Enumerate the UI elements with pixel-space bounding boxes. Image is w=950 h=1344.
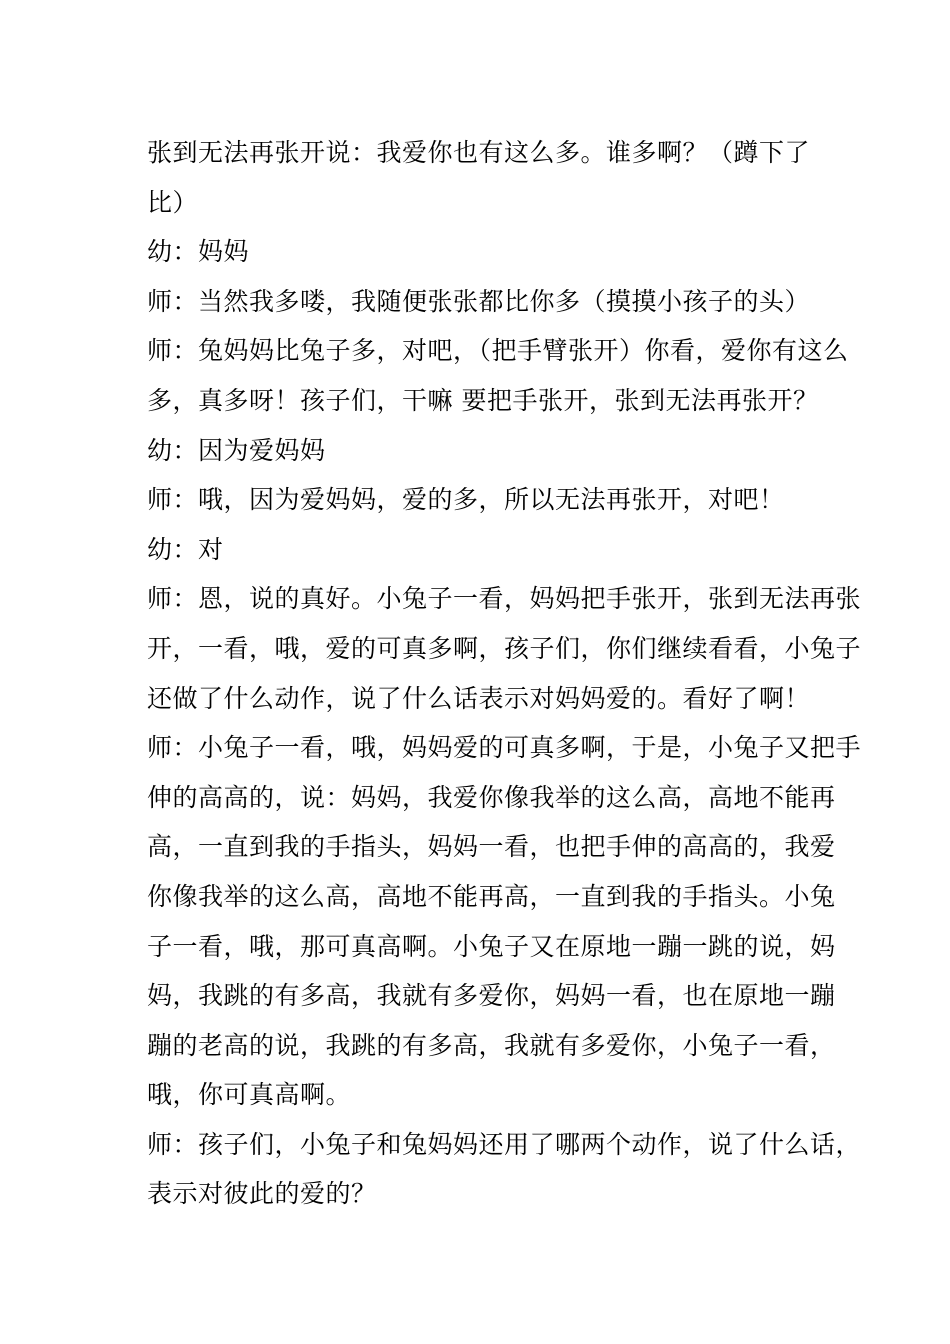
text-line: 高，一直到我的手指头，妈妈一看，也把手伸的高高的，我爱 [147, 832, 836, 862]
text-line: 比） [147, 187, 199, 217]
text-line: 师：孩子们，小兔子和兔妈妈还用了哪两个动作，说了什么话， [147, 1129, 862, 1159]
text-line: 哦，你可真高啊。 [147, 1080, 352, 1110]
text-line: 张到无法再张开说：我爱你也有这么多。谁多啊？（蹲下了 [147, 138, 811, 167]
text-line: 师：当然我多喽，我随便张张都比你多（摸摸小孩子的头） [147, 286, 811, 316]
text-line: 师：哦，因为爱妈妈，爱的多，所以无法再张开，对吧！ [147, 485, 785, 515]
text-line: 子一看，哦，那可真高啊。小兔子又在原地一蹦一跳的说，妈 [147, 931, 836, 961]
text-line: 师：小兔子一看，哦，妈妈爱的可真多啊，于是，小兔子又把手 [147, 733, 862, 763]
text-line: 幼：因为爱妈妈 [147, 435, 326, 465]
text-line: 还做了什么动作，说了什么话表示对妈妈爱的。看好了啊！ [147, 683, 811, 713]
text-line: 伸的高高的，说：妈妈，我爱你像我举的这么高，高地不能再 [147, 782, 836, 812]
text-line: 多，真多呀！孩子们，干嘛 要把手张开，张到无法再张开？ [147, 385, 819, 415]
text-line: 蹦的老高的说，我跳的有多高，我就有多爱你，小兔子一看， [147, 1030, 836, 1060]
text-line: 师：恩，说的真好。小兔子一看，妈妈把手张开，张到无法再张 [147, 584, 862, 614]
text-line: 开，一看，哦，爱的可真多啊，孩子们，你们继续看看，小兔子 [147, 633, 862, 663]
text-line: 表示对彼此的爱的？ [147, 1179, 377, 1209]
document-body [147, 128, 862, 1219]
text-line: 你像我举的这么高，高地不能再高，一直到我的手指头。小兔 [147, 881, 836, 911]
text-line: 妈，我跳的有多高，我就有多爱你，妈妈一看，也在原地一蹦 [147, 981, 836, 1011]
text-line: 师：兔妈妈比兔子多，对吧，（把手臂张开）你看，爱你有这么 [147, 336, 849, 366]
text-line: 幼：妈妈 [147, 237, 250, 267]
text-line: 幼：对 [147, 534, 224, 564]
